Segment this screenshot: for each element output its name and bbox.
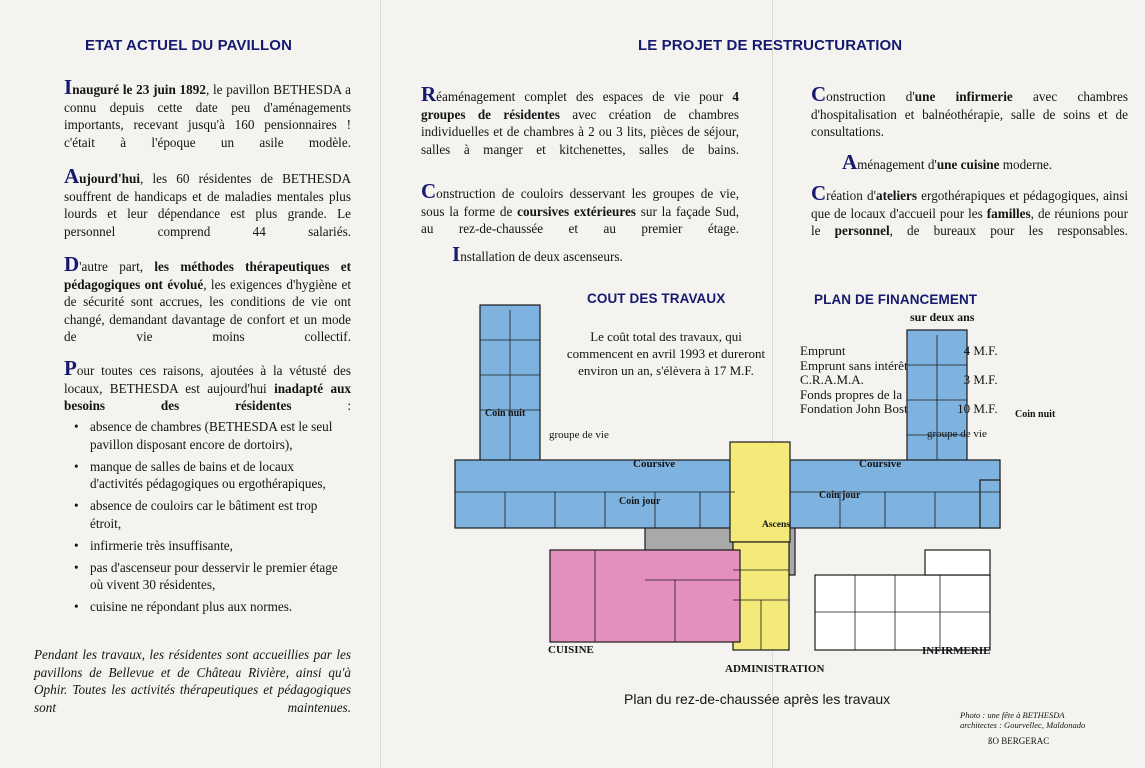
list-item: • cuisine ne répondant plus aux normes.: [74, 599, 293, 614]
cost-text: Le coût total des travaux, qui commencent en avril 1993 et dureront environ un an, s'élèvera à 17 M.F.: [566, 329, 766, 378]
note-during-works: Pendant les travaux, les résidentes sont accueillies par les pavillons de Bellevue et de Château Rivière, ainsi qu'à Ophir. Toutes les activités thérapeutiques et pédagogiques sont maintenues.: [34, 647, 351, 715]
table-row: Emprunt sans intérêt: [800, 357, 908, 373]
plan-label-coursive-right: Coursive: [859, 458, 902, 470]
right-panel-title: LE PROJET DE RESTRUCTURATION: [638, 37, 903, 54]
left-blue-corridor: [455, 460, 735, 528]
drop-cap: A: [64, 164, 80, 188]
paragraph-infirmary: Construction d'une infirmerie avec chambres d'hospitalisation et balnéothérapie, salle de soins et de consultations.: [811, 82, 1128, 139]
table-row: C.R.A.M.A. 3 M.F.: [800, 372, 998, 387]
problems-list: [74, 418, 340, 620]
drop-cap: C: [811, 181, 827, 205]
plan-label-coin-jour-right: Coin jour: [819, 490, 861, 501]
white-infirmary: [815, 575, 990, 650]
plan-label-cuisine: CUISINE: [548, 644, 594, 656]
plan-label-infirmerie: INFIRMERIE: [922, 645, 991, 657]
photo-credit: Photo : une fête à BETHESDA: [960, 710, 1065, 720]
drop-cap: I: [452, 242, 461, 266]
plan-label-groupe-vie-right: groupe de vie: [927, 428, 987, 440]
list-item: • absence de chambres (BETHESDA est le seul pavillon disposant encore de dortoirs),: [74, 419, 333, 452]
paragraph-workshops: Création d'ateliers ergothérapiques et pédagogiques, ainsi que de locaux d'accueil pour les familles, de réunions pour le personnel, de bureaux pour les responsables.: [811, 181, 1128, 238]
printer-logo: ßO BERGERAC: [988, 736, 1050, 746]
plan-label-ascenseur: Ascens: [762, 520, 790, 530]
paragraph-elevators: Installation de deux ascenseurs.: [452, 242, 623, 266]
paragraph-corridors: Construction de couloirs desservant les groupes de vie, sous la forme de coursives extérieures sur la façade Sud, au rez-de-chaussée et au premier étage.: [421, 179, 739, 236]
plan-label-coin-nuit-right: Coin nuit: [1015, 409, 1056, 420]
table-row: Fonds propres de la: [800, 386, 903, 402]
plan-label-administration: ADMINISTRATION: [725, 663, 825, 675]
list-item: • infirmerie très insuffisante,: [74, 537, 233, 553]
list-item: • absence de couloirs car le bâtiment est trop étroit,: [74, 498, 318, 531]
table-row: Fondation John Bost 10 M.F.: [800, 401, 998, 416]
page-fold-left: [380, 0, 381, 768]
drop-cap: C: [421, 179, 437, 203]
list-item: • pas d'ascenseur pour desservir le premier étage où vivent 30 résidentes,: [74, 559, 338, 592]
pink-kitchen: [550, 550, 740, 642]
paragraph-reasons: Pour toutes ces raisons, ajoutées à la vétusté des locaux, BETHESDA est aujourd'hui inadapté aux besoins des résidentes :: [64, 356, 352, 413]
drop-cap: R: [421, 82, 437, 106]
architects-credit: architectes : Gourvellec, Maldonado: [960, 720, 1086, 730]
financing-title: PLAN DE FINANCEMENT: [814, 292, 978, 307]
financing-subtitle: sur deux ans: [910, 310, 975, 324]
drop-cap: C: [811, 82, 827, 106]
paragraph-methods: D'autre part, les méthodes thérapeutiques et pédagogiques ont évolué, les exigences d'hygiène et de sécurité sont accrues, les conditions de vie ont changé, demandant davantage de confort et un mode de vie moins collectif.: [64, 252, 351, 344]
cost-title: COUT DES TRAVAUX: [587, 291, 726, 306]
paragraph-inauguration: Inauguré le 23 juin 1892, le pavillon BETHESDA a connu depuis cette date peu d'aménagements importants, recevant jusqu'à 160 pensionnaires ! c'était à l'époque un asile modèle.: [64, 75, 352, 150]
drop-cap: I: [64, 75, 73, 99]
drop-cap: P: [64, 356, 77, 380]
paragraph-today: Aujourd'hui, les 60 résidentes de BETHESDA souffrent de handicaps et de maladies mentales plus lourds et leur dépendance est plus grande. Le personnel comprend 44 salariés.: [64, 164, 351, 239]
drop-cap: A: [842, 150, 858, 174]
plan-label-coursive-left: Coursive: [633, 458, 676, 470]
list-item: • manque de salles de bains et de locaux d'activités pédagogiques ou ergothérapiques,: [74, 458, 326, 491]
paragraph-kitchen: Aménagement d'une cuisine moderne.: [842, 150, 1053, 174]
financing-table: [800, 344, 998, 417]
table-row: Emprunt 4 M.F.: [800, 343, 998, 358]
drop-cap: D: [64, 252, 80, 276]
paragraph-renovation: Réaménagement complet des espaces de vie pour 4 groupes de résidentes avec création de chambres individuelles et de chambres à 2 ou 3 lits, pièces de séjour, salles à manger et kitchenettes, salles de bains.: [421, 82, 739, 157]
plan-label-coin-nuit-left: Coin nuit: [485, 408, 526, 419]
left-panel-title: ETAT ACTUEL DU PAVILLON: [85, 37, 293, 54]
plan-caption: Plan du rez-de-chaussée après les travaux: [624, 691, 891, 707]
plan-label-coin-jour-left: Coin jour: [619, 496, 661, 507]
plan-label-groupe-vie-left: groupe de vie: [549, 429, 609, 441]
